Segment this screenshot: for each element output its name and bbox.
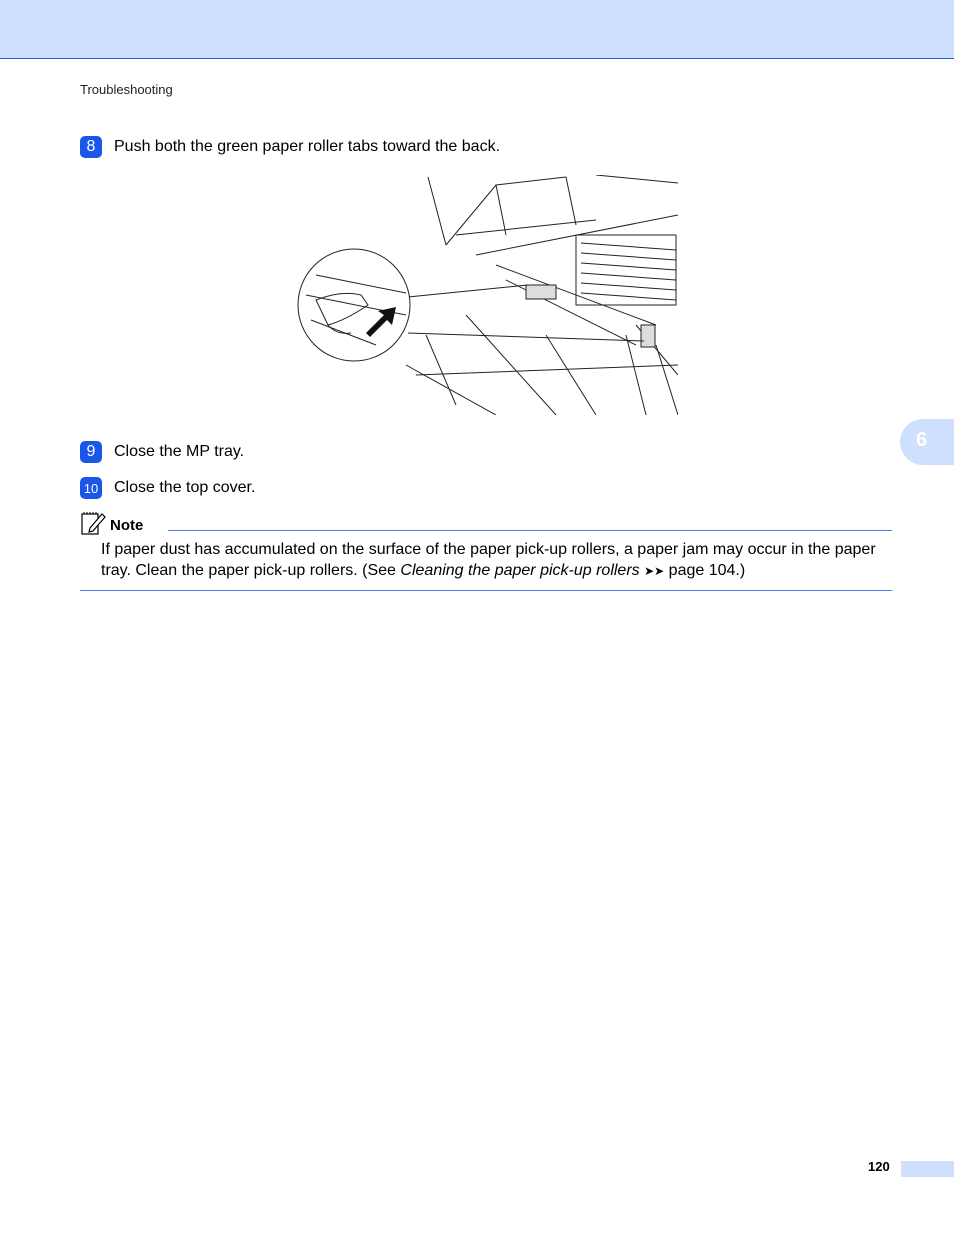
pencil-note-icon xyxy=(80,510,106,536)
step-9 xyxy=(80,441,244,463)
step-text: Push both the green paper roller tabs toward the back. xyxy=(114,138,501,155)
page-bar xyxy=(901,1161,954,1177)
step-8 xyxy=(80,136,500,158)
chapter-number: 6 xyxy=(916,429,928,451)
note-rule xyxy=(168,530,892,531)
header-band xyxy=(0,0,954,59)
chapter-tab[interactable] xyxy=(900,419,954,465)
step-number-badge: 10 xyxy=(80,477,102,499)
note-link[interactable]: Cleaning the paper pick-up rollers xyxy=(400,562,640,579)
double-arrow-icon: ➤➤ xyxy=(644,564,665,578)
step-text: Close the MP tray. xyxy=(114,443,245,460)
printer-roller-illustration xyxy=(296,175,678,415)
step-10 xyxy=(80,477,255,499)
note-header xyxy=(80,510,892,534)
running-title: Troubleshooting xyxy=(80,82,173,97)
note-label: Note xyxy=(110,517,144,534)
note-body xyxy=(101,539,891,582)
note-bottom-rule xyxy=(80,590,892,591)
page-number: 120 xyxy=(868,1159,890,1174)
step-number-badge: 9 xyxy=(80,441,102,463)
note-text-after: page 104.) xyxy=(664,562,746,579)
step-number-badge: 8 xyxy=(80,136,102,158)
note-text-before: If paper dust has accumulated on the surface of the paper pick-up rollers, a paper jam may occur in the paper tray. Clean the paper pick-up rollers. (See xyxy=(101,541,876,579)
step-text: Close the top cover. xyxy=(114,479,256,496)
